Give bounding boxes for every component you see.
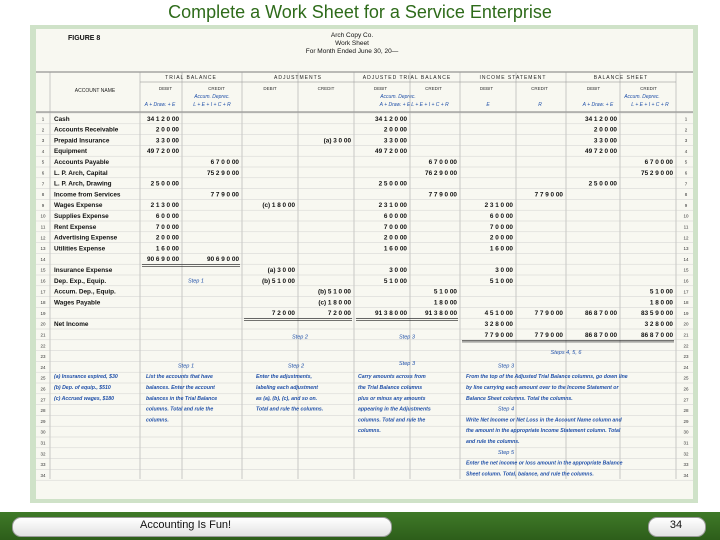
row-number: 4 xyxy=(41,148,45,154)
amount-cell: 6 7 0 0 00 xyxy=(210,159,239,166)
row-number-right: 33 xyxy=(683,462,689,468)
step3a-note-line: Carry amounts across from xyxy=(358,374,426,381)
column-group-header: ADJUSTED TRIAL BALANCE xyxy=(362,75,452,81)
amount-cell: 90 6 9 0 00 xyxy=(147,256,179,264)
amount-cell: 2 5 0 0 00 xyxy=(588,180,617,188)
step-annotation: Steps 4, 5, 6 xyxy=(550,349,582,356)
step1-note-line: columns. Total and rule the xyxy=(146,406,214,413)
credit-header: CREDIT xyxy=(640,86,657,91)
page-number: 34 xyxy=(669,519,683,531)
account-name: Accum. Dep., Equip. xyxy=(54,288,116,296)
step1-note-label: Step 1 xyxy=(177,363,195,370)
step2-note-line: Total and rule the columns. xyxy=(256,406,324,413)
amount-cell: 7 2 0 00 xyxy=(271,310,295,318)
amount-cell: (a) 3 0 00 xyxy=(267,267,295,274)
rule-hint: L + E + I + C + R xyxy=(411,102,449,108)
amount-cell: 7 0 0 00 xyxy=(383,223,407,231)
step-annotation: Step 1 xyxy=(188,278,204,285)
amount-cell: 90 6 9 0 00 xyxy=(207,256,239,264)
amount-cell: 1 6 0 00 xyxy=(383,245,407,253)
amount-cell: 83 5 9 0 00 xyxy=(641,310,673,318)
row-number: 27 xyxy=(40,397,46,403)
step3a-note-line: columns. Total and rule the xyxy=(358,417,426,424)
amount-cell: (b) 5 1 0 00 xyxy=(317,288,351,296)
row-number: 25 xyxy=(40,375,46,381)
step2-note-line: as (a), (b), (c), and so on. xyxy=(256,395,318,402)
row-number: 11 xyxy=(40,224,46,230)
amount-cell: 2 0 0 00 xyxy=(155,126,179,134)
adjustment-note: (a) Insurance expired, $30 xyxy=(54,374,118,381)
amount-cell: 91 3 8 0 00 xyxy=(425,310,457,318)
amount-cell: 5 1 0 00 xyxy=(383,277,407,285)
step2-note-line: Enter the adjustments, xyxy=(256,374,312,381)
amount-cell: 86 8 7 0 00 xyxy=(585,331,617,339)
debit-header: DEBIT xyxy=(373,86,388,91)
row-number: 2 xyxy=(41,127,45,133)
row-number-right: 28 xyxy=(683,408,689,414)
row-number-right: 3 xyxy=(684,138,688,144)
amount-cell: 34 1 2 0 00 xyxy=(585,115,617,123)
row-number: 20 xyxy=(40,321,46,327)
amount-cell: 2 0 0 00 xyxy=(489,234,513,242)
row-number-right: 17 xyxy=(683,289,689,295)
row-number: 16 xyxy=(40,278,46,284)
account-name: L. P. Arch, Drawing xyxy=(54,180,112,188)
step3-note-line: by line carrying each amount over to the Income Statement or xyxy=(466,385,619,391)
account-name: L. P. Arch, Capital xyxy=(54,169,108,177)
step5-note-line: Enter the net income or loss amount in the appropriate Balance xyxy=(466,460,623,467)
row-number: 29 xyxy=(40,418,46,424)
row-number-right: 1 xyxy=(684,116,688,122)
amount-cell: 1 8 0 00 xyxy=(433,299,457,307)
amount-cell: 2 0 0 00 xyxy=(593,126,617,134)
row-number-right: 13 xyxy=(683,246,689,252)
step1-note-line: List the accounts that have xyxy=(146,374,213,381)
amount-cell: 1 6 0 00 xyxy=(155,245,179,253)
amount-cell: 3 0 00 xyxy=(389,267,407,274)
row-number: 6 xyxy=(41,170,45,176)
amount-cell: 91 3 8 0 00 xyxy=(375,310,407,318)
amount-cell: 6 7 0 0 00 xyxy=(428,159,457,166)
row-number-right: 8 xyxy=(684,192,688,198)
column-group-header: TRIAL BALANCE xyxy=(165,75,217,81)
amount-cell: 2 5 0 0 00 xyxy=(378,180,407,188)
account-name-header: ACCOUNT NAME xyxy=(74,88,116,94)
rule-hint: A + Draw. + E xyxy=(379,102,411,108)
row-number: 17 xyxy=(40,289,46,295)
rule-hint: A + Draw. + E xyxy=(582,102,614,108)
rule-hint: E xyxy=(486,102,490,108)
credit-header: CREDIT xyxy=(531,86,548,91)
step3a-note-line: columns. xyxy=(358,428,381,435)
row-number: 30 xyxy=(40,429,46,435)
row-number-right: 29 xyxy=(683,418,689,424)
row-number-right: 20 xyxy=(683,321,689,327)
amount-cell: 3 3 0 00 xyxy=(155,137,179,145)
row-number-right: 11 xyxy=(683,224,689,230)
amount-cell: 7 7 9 0 00 xyxy=(534,191,563,199)
step3-note-label: Step 3 xyxy=(497,363,515,370)
account-name: Wages Expense xyxy=(54,202,103,210)
row-number: 33 xyxy=(40,462,46,468)
row-number-right: 27 xyxy=(683,397,689,403)
row-number: 5 xyxy=(41,159,45,165)
figure-label: FIGURE 8 xyxy=(68,35,101,42)
row-number: 32 xyxy=(40,451,46,457)
amount-cell: 3 2 8 0 00 xyxy=(644,321,673,328)
row-number: 14 xyxy=(40,256,46,262)
amount-cell: 3 2 8 0 00 xyxy=(484,321,513,328)
row-number-right: 5 xyxy=(684,159,688,165)
rule-hint: Accum. Deprec. xyxy=(194,94,230,100)
amount-cell: 34 1 2 0 00 xyxy=(147,115,179,123)
account-name: Wages Payable xyxy=(54,299,101,307)
row-number-right: 22 xyxy=(683,343,689,349)
row-number: 19 xyxy=(40,310,46,316)
amount-cell: 7 7 9 0 00 xyxy=(210,191,239,199)
column-group-header: ADJUSTMENTS xyxy=(274,75,322,81)
document-title: Work Sheet xyxy=(335,40,369,47)
step3a-note-line: appearing in the Adjustments xyxy=(358,406,431,413)
column-group-header: INCOME STATEMENT xyxy=(479,75,547,81)
account-name: Accounts Payable xyxy=(54,159,110,166)
row-number: 9 xyxy=(41,202,45,208)
slide-title: Complete a Work Sheet for a Service Enterprise xyxy=(168,2,552,22)
rule-hint: A + Draw. + E xyxy=(144,102,176,108)
rule-hint: Accum. Deprec. xyxy=(624,94,660,100)
amount-cell: 2 5 0 0 00 xyxy=(150,180,179,188)
amount-cell: 7 7 9 0 00 xyxy=(484,331,513,339)
amount-cell: 49 7 2 0 00 xyxy=(585,148,617,156)
amount-cell: (c) 1 8 0 00 xyxy=(262,202,295,210)
row-number-right: 9 xyxy=(684,202,688,208)
row-number: 15 xyxy=(40,267,46,273)
row-number-right: 14 xyxy=(683,256,689,262)
step4-note-label: Step 4 xyxy=(497,406,515,413)
rule-hint: Accum. Deprec. xyxy=(380,94,416,100)
amount-cell: 2 0 0 00 xyxy=(383,234,407,242)
step4-note-line: and rule the columns. xyxy=(466,439,520,445)
row-number-right: 25 xyxy=(683,375,689,381)
amount-cell: 3 3 0 00 xyxy=(383,137,407,145)
step1-note-line: columns. xyxy=(146,417,169,424)
amount-cell: (b) 5 1 0 00 xyxy=(261,277,295,285)
row-number-right: 19 xyxy=(683,310,689,316)
row-number-right: 7 xyxy=(684,181,688,187)
amount-cell: 75 2 9 0 00 xyxy=(641,169,673,177)
row-number-right: 12 xyxy=(683,235,689,241)
column-group-header: BALANCE SHEET xyxy=(593,75,649,81)
row-number: 18 xyxy=(40,300,46,306)
row-number-right: 24 xyxy=(683,364,689,370)
amount-cell: 6 0 0 00 xyxy=(489,213,513,220)
amount-cell: 7 7 9 0 00 xyxy=(534,331,563,339)
amount-cell: 5 1 0 00 xyxy=(433,288,457,296)
step3a-note-line: plus or minus any amounts xyxy=(358,395,426,402)
row-number: 24 xyxy=(40,364,46,370)
amount-cell: 6 7 0 0 00 xyxy=(644,159,673,166)
period-label: For Month Ended June 30, 20— xyxy=(305,48,399,55)
account-name: Rent Expense xyxy=(54,223,97,231)
debit-header: DEBIT xyxy=(158,86,173,91)
credit-header: CREDIT xyxy=(425,86,442,91)
account-name: Utilities Expense xyxy=(54,245,106,253)
account-name: Supplies Expense xyxy=(54,213,109,220)
row-number: 31 xyxy=(40,440,46,446)
row-number-right: 16 xyxy=(683,278,689,284)
amount-cell: 6 0 0 00 xyxy=(155,213,179,220)
debit-header: DEBIT xyxy=(586,86,601,91)
amount-cell: 86 8 7 0 00 xyxy=(641,331,673,339)
step3a-label: Step 3 xyxy=(398,361,416,368)
account-name: Insurance Expense xyxy=(54,267,113,274)
row-number: 26 xyxy=(40,386,46,392)
footer-text: Accounting Is Fun! xyxy=(140,519,232,531)
account-name: Income from Services xyxy=(54,191,121,199)
amount-cell: 7 7 9 0 00 xyxy=(428,191,457,199)
adjustment-note: (b) Dep. of equip., $510 xyxy=(54,385,111,391)
row-number: 3 xyxy=(41,138,45,144)
row-number: 13 xyxy=(40,246,46,252)
amount-cell: 6 0 0 00 xyxy=(383,213,407,220)
amount-cell: 7 0 0 00 xyxy=(155,223,179,231)
amount-cell: 49 7 2 0 00 xyxy=(147,148,179,156)
amount-cell: (c) 1 8 0 00 xyxy=(318,299,351,307)
debit-header: DEBIT xyxy=(479,86,494,91)
step4-note-line: Write Net Income or Net Loss in the Account Name column and xyxy=(466,417,622,424)
amount-cell: 2 0 0 00 xyxy=(155,234,179,242)
amount-cell: 2 3 1 0 00 xyxy=(484,202,513,210)
step3-note-line: Balance Sheet columns. Total the columns. xyxy=(466,395,573,402)
debit-header: DEBIT xyxy=(263,86,277,91)
row-number: 21 xyxy=(40,332,46,338)
amount-cell: (a) 3 0 00 xyxy=(323,137,351,145)
amount-cell: 75 2 9 0 00 xyxy=(207,169,239,177)
amount-cell: 34 1 2 0 00 xyxy=(375,115,407,123)
row-number-right: 26 xyxy=(683,386,689,392)
amount-cell: 76 2 9 0 00 xyxy=(425,169,457,177)
step-annotation: Step 3 xyxy=(399,334,415,341)
account-name: Cash xyxy=(54,115,70,123)
row-number: 23 xyxy=(40,354,46,360)
amount-cell: 49 7 2 0 00 xyxy=(375,148,407,156)
rule-hint: L + E + I + C + R xyxy=(193,102,231,108)
account-name: Equipment xyxy=(54,148,88,156)
row-number: 12 xyxy=(40,235,46,241)
step3-note-line: From the top of the Adjusted Trial Balance columns, go down line xyxy=(466,374,628,381)
company-name: Arch Copy Co. xyxy=(330,32,374,39)
row-number-right: 15 xyxy=(683,267,689,273)
step2-note-line: labeling each adjustment xyxy=(256,385,318,391)
rule-hint: L + E + I + C + R xyxy=(631,102,669,108)
row-number: 34 xyxy=(40,472,46,478)
row-number: 10 xyxy=(40,213,46,219)
row-number: 8 xyxy=(41,192,45,198)
row-number: 28 xyxy=(40,408,46,414)
row-number-right: 2 xyxy=(684,127,688,133)
step4-note-line: the amount in the appropriate Income Statement column. Total xyxy=(466,428,621,435)
amount-cell: 4 5 1 0 00 xyxy=(484,310,513,318)
amount-cell: 5 1 0 00 xyxy=(649,288,673,296)
amount-cell: 3 0 00 xyxy=(495,267,513,274)
row-number-right: 30 xyxy=(683,429,689,435)
amount-cell: 2 0 0 00 xyxy=(383,126,407,134)
step1-note-line: balances in the Trial Balance xyxy=(146,395,218,402)
adjustment-note: (c) Accrued wages, $180 xyxy=(54,395,115,402)
step5-note-label: Step 5 xyxy=(497,449,515,456)
row-number-right: 10 xyxy=(683,213,689,219)
row-number-right: 21 xyxy=(683,332,689,338)
account-name: Net Income xyxy=(54,321,89,328)
step-annotation: Step 2 xyxy=(292,334,308,341)
step5-note-line: Sheet column. Total, balance, and rule the columns. xyxy=(466,471,594,478)
row-number-right: 4 xyxy=(684,148,688,154)
row-number-right: 34 xyxy=(683,472,689,478)
row-number: 7 xyxy=(41,181,45,187)
amount-cell: 7 0 0 00 xyxy=(489,223,513,231)
step2-note-label: Step 2 xyxy=(287,363,305,370)
amount-cell: 5 1 0 00 xyxy=(489,277,513,285)
row-number: 1 xyxy=(41,116,45,122)
amount-cell: 7 7 9 0 00 xyxy=(534,310,563,318)
row-number-right: 18 xyxy=(683,300,689,306)
amount-cell: 2 1 3 0 00 xyxy=(150,202,179,210)
amount-cell: 3 3 0 00 xyxy=(593,137,617,145)
amount-cell: 7 2 0 00 xyxy=(327,310,351,318)
amount-cell: 86 8 7 0 00 xyxy=(585,310,617,318)
row-number-right: 32 xyxy=(683,451,689,457)
step1-note-line: balances. Enter the account xyxy=(146,385,215,391)
row-number-right: 6 xyxy=(684,170,688,176)
row-number-right: 31 xyxy=(683,440,689,446)
credit-header: CREDIT xyxy=(317,86,335,91)
account-name: Prepaid Insurance xyxy=(54,137,110,145)
row-number: 22 xyxy=(40,343,46,349)
amount-cell: 1 8 0 00 xyxy=(649,299,673,307)
step3a-note-line: the Trial Balance columns xyxy=(358,385,423,391)
account-name: Accounts Receivable xyxy=(54,126,119,134)
credit-header: CREDIT xyxy=(208,86,225,91)
rule-hint: R xyxy=(538,102,542,108)
amount-cell: 1 6 0 00 xyxy=(489,245,513,253)
account-name: Advertising Expense xyxy=(54,234,118,242)
amount-cell: 2 3 1 0 00 xyxy=(378,202,407,210)
account-name: Dep. Exp., Equip. xyxy=(54,277,107,285)
row-number-right: 23 xyxy=(683,354,689,360)
